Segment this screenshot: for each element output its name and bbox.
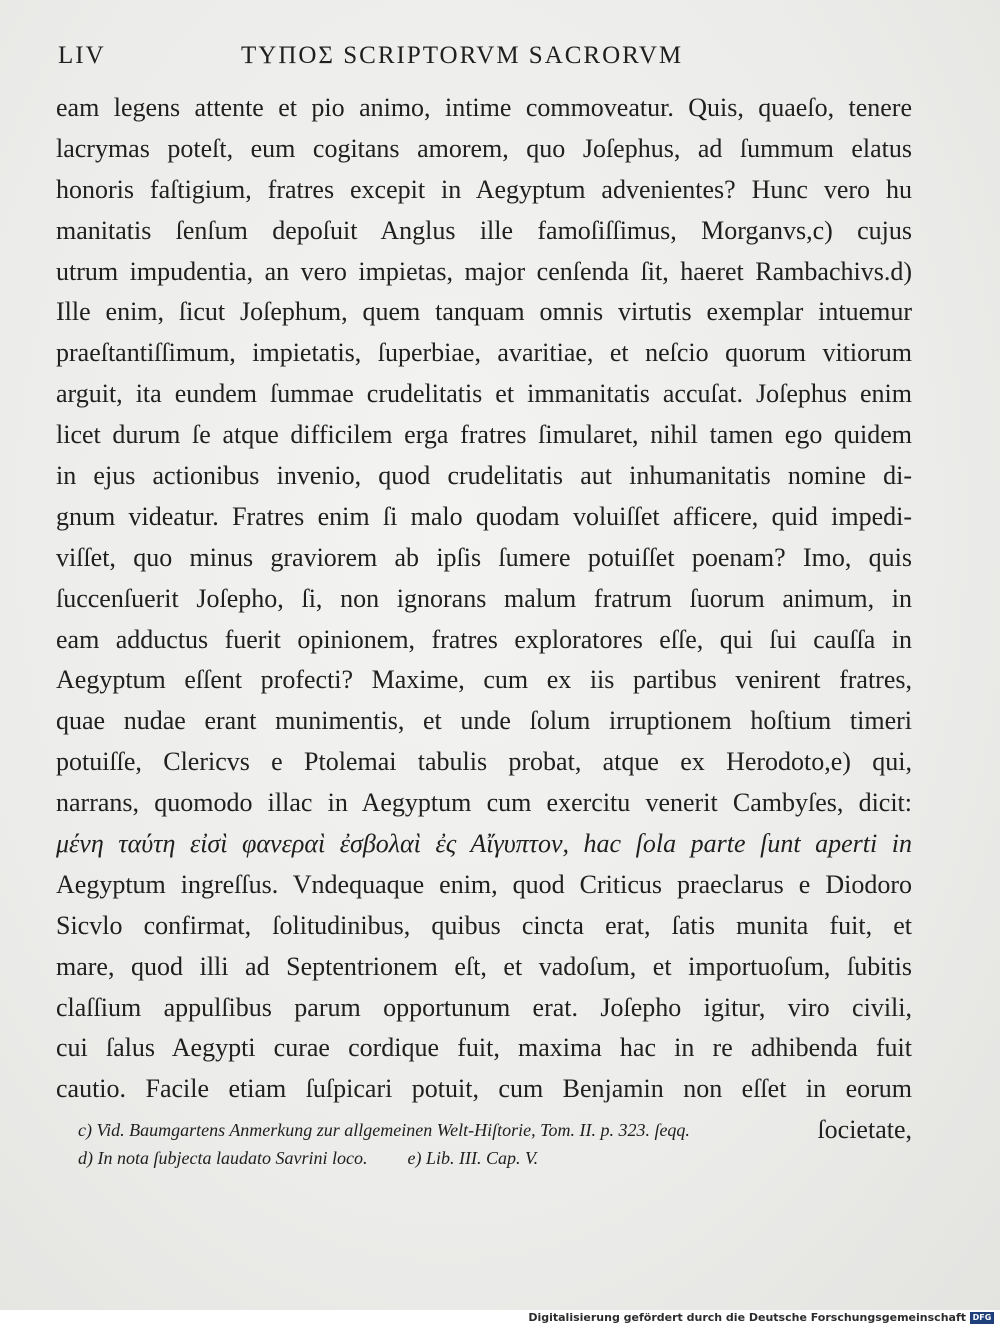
text-line: lacrymas poteſt, eum cogitans amorem, quo Joſephus, ad ſummum elatus <box>56 133 912 163</box>
running-title: ΤΥΠΟΣ SCRIPTORVM SACRORVM <box>241 42 684 69</box>
page-header <box>58 42 918 82</box>
catchword: ſocietate, <box>817 1115 912 1145</box>
text-line: manitatis ſenſum depoſuit Anglus ille famoſiſſimus, Morganvs,c) cujus <box>56 215 912 245</box>
text-line: praeſtantiſſimum, impietatis, ſuperbiae, avaritiae, et neſcio quorum vitiorum <box>56 338 912 368</box>
text-line: arguit, ita eundem ſummae crudelitatis et immanitatis accuſat. Joſephus enim <box>56 379 912 409</box>
text-line: cui ſalus Aegypti curae cordique fuit, maxima hac in re adhibenda fuit <box>56 1033 912 1063</box>
text-line: Ille enim, ſicut Joſephum, quem tanquam omnis virtutis exemplar intuemur <box>56 297 912 327</box>
footnote-d: d) In nota ſubjecta laudato Savrini loco. <box>78 1148 368 1168</box>
text-line: mare, quod illi ad Septentrionem eſt, et vadoſum, et importuoſum, ſubitis <box>56 951 912 981</box>
digitization-credit: Digitalisierung gefördert durch die Deutsche Forschungsgemeinschaft <box>528 1311 966 1324</box>
text-line: eam adductus fuerit opinionem, fratres exploratores eſſe, qui ſui cauſſa in <box>56 624 912 654</box>
footnote-c: c) Vid. Baumgartens Anmerkung zur allgemeinen Welt-Hiſtorie, Tom. II. p. 323. ſeqq. <box>78 1120 690 1140</box>
footnotes <box>78 1116 918 1172</box>
text-line: honoris faſtigium, fratres excepit in Aegyptum advenientes? Hunc vero hu <box>56 174 912 204</box>
main-text <box>56 88 912 1151</box>
text-line: utrum impudentia, an vero impietas, major cenſenda ſit, haeret Rambachivs.d) <box>56 256 912 286</box>
footnote-row <box>78 1144 918 1172</box>
page-number: LIV <box>58 42 106 69</box>
text-line: ſuccenſuerit Joſepho, ſi, non ignorans malum fratrum ſuorum animum, in <box>56 583 912 613</box>
text-line: licet durum ſe atque difficilem erga fratres ſimularet, nihil tamen ego quidem <box>56 420 912 450</box>
text-line: in ejus actionibus invenio, quod crudelitatis aut inhumanitatis nomine di- <box>56 461 912 491</box>
text-line: Aegyptum eſſent profecti? Maxime, cum ex iis partibus venirent fratres, <box>56 665 912 695</box>
text-line: cautio. Facile etiam ſuſpicari potuit, cum Benjamin non eſſet in eorum <box>56 1074 912 1104</box>
text-line: eam legens attente et pio animo, intime commoveatur. Quis, quaeſo, tenere <box>56 93 912 122</box>
dfg-logo: DFG <box>970 1312 994 1324</box>
greek-quotation-line: μένη ταύτη εἰσὶ φανεραὶ ἐσβολαὶ ἐς Αἴγυπτον, hac ſola parte ſunt aperti in <box>56 829 912 859</box>
text-line: claſſium appulſibus parum opportunum erat. Joſepho igitur, viro civili, <box>56 992 912 1022</box>
text-line: narrans, quomodo illac in Aegyptum cum exercitu venerit Cambyſes, dicit: <box>56 788 912 818</box>
text-line: Sicvlo confirmat, ſolitudinibus, quibus cincta erat, ſatis munita fuit, et <box>56 910 912 940</box>
text-line: quae nudae erant munimentis, et unde ſolum irruptionem hoſtium timeri <box>56 706 912 736</box>
text-line: Aegyptum ingreſſus. Vndequaque enim, quod Criticus praeclarus e Diodoro <box>56 869 912 899</box>
footnote-e: e) Lib. III. Cap. V. <box>407 1148 539 1168</box>
text-line: potuiſſe, Clericvs e Ptolemai tabulis probat, atque ex Herodoto,e) qui, <box>56 747 912 777</box>
text-line: gnum videatur. Fratres enim ſi malo quodam voluiſſet afficere, quid impedi- <box>56 501 912 531</box>
text-line: viſſet, quo minus graviorem ab ipſis ſumere potuiſſet poenam? Imo, quis <box>56 542 912 572</box>
